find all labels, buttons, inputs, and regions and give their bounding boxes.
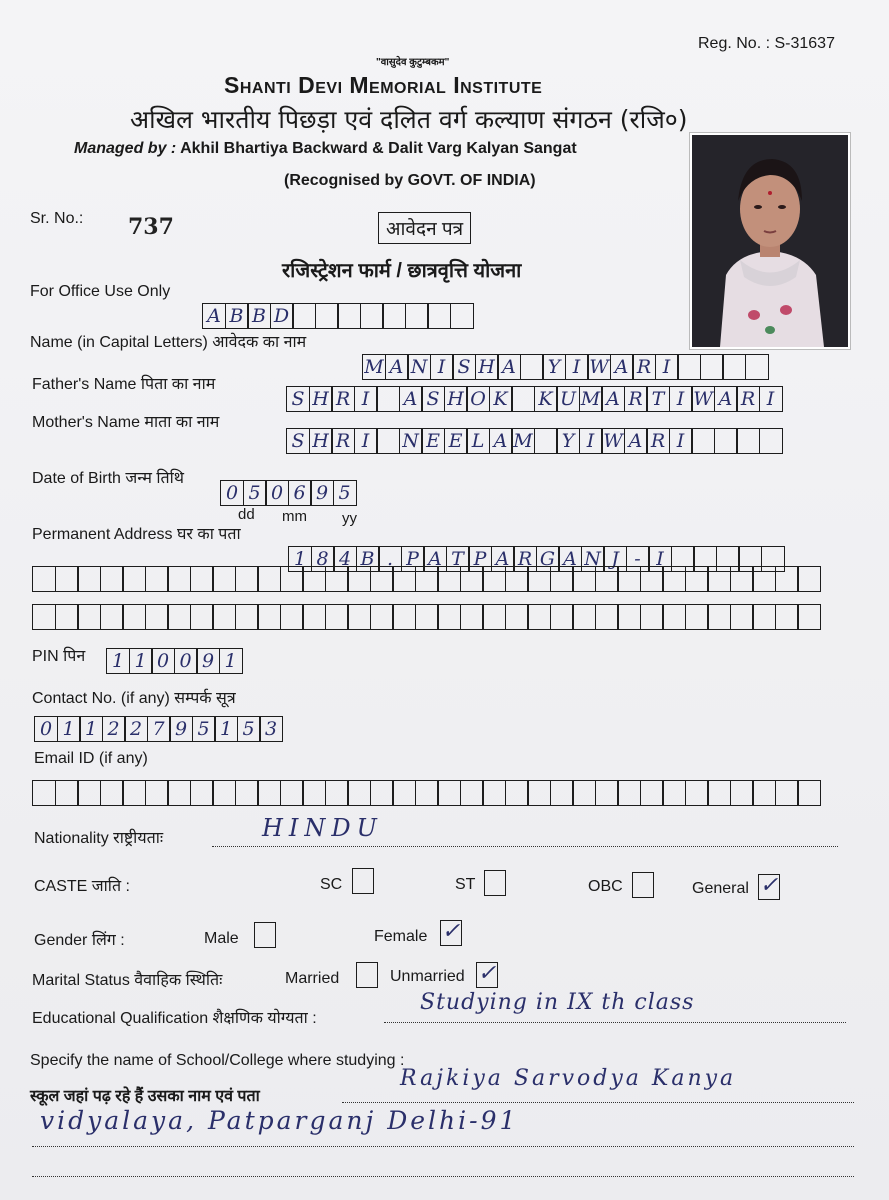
motto: "वासुदेव कुटुम्बकम" <box>376 57 450 68</box>
form-cell[interactable] <box>280 780 304 806</box>
managed-by-label: Managed by : <box>74 140 177 157</box>
form-cell[interactable] <box>257 780 281 806</box>
form-cell[interactable]: - <box>626 546 650 572</box>
form-cell[interactable] <box>707 566 731 592</box>
form-cell[interactable] <box>376 428 400 454</box>
form-cell[interactable] <box>292 303 316 329</box>
education-value: Studying in IX th class <box>420 990 695 1015</box>
form-cell[interactable]: S <box>452 354 476 380</box>
form-cell[interactable]: 0 <box>220 480 244 506</box>
form-cell[interactable]: J <box>603 546 627 572</box>
mother-name-label: Mother's Name माता का नाम <box>32 414 220 431</box>
form-cell[interactable]: H <box>309 386 333 412</box>
nationality-label: Nationality राष्ट्रीयताः <box>34 830 164 847</box>
form-cell[interactable]: A <box>489 428 513 454</box>
form-cell[interactable] <box>370 566 394 592</box>
form-cell[interactable] <box>32 566 56 592</box>
form-cell[interactable] <box>550 604 574 630</box>
form-cell[interactable] <box>450 303 474 329</box>
form-cell[interactable] <box>382 303 406 329</box>
marital-married-checkbox[interactable] <box>356 962 378 988</box>
org-hindi-name: अखिल भारतीय पिछड़ा एवं दलित वर्ग कल्याण संगठन (रजि०) <box>130 105 688 134</box>
form-cell[interactable]: 9 <box>196 648 220 674</box>
form-cell[interactable] <box>55 566 79 592</box>
form-cell[interactable] <box>662 604 686 630</box>
pin-label: PIN पिन <box>32 648 86 665</box>
form-cell[interactable]: R <box>624 386 648 412</box>
form-cell[interactable]: H <box>309 428 333 454</box>
form-cell[interactable]: U <box>556 386 580 412</box>
address-boxes-line3 <box>32 604 821 630</box>
dob-boxes <box>220 480 357 506</box>
form-cell[interactable] <box>640 604 664 630</box>
caste-general-checkbox[interactable]: ✓ <box>758 874 780 900</box>
form-cell[interactable] <box>167 780 191 806</box>
form-cell[interactable] <box>617 566 641 592</box>
form-cell[interactable] <box>302 780 326 806</box>
form-cell[interactable]: R <box>331 428 355 454</box>
form-cell[interactable] <box>145 566 169 592</box>
form-cell[interactable] <box>257 566 281 592</box>
form-cell[interactable]: 8 <box>311 546 335 572</box>
form-cell[interactable] <box>190 780 214 806</box>
form-cell[interactable] <box>122 604 146 630</box>
form-cell[interactable]: I <box>430 354 454 380</box>
form-cell[interactable] <box>32 604 56 630</box>
form-cell[interactable]: I <box>759 386 783 412</box>
form-cell[interactable] <box>707 604 731 630</box>
school-label: Specify the name of School/College where studying : <box>30 1052 405 1069</box>
form-cell[interactable]: N <box>407 354 431 380</box>
form-cell[interactable]: 1 <box>288 546 312 572</box>
email-boxes <box>32 780 821 806</box>
form-cell[interactable]: A <box>624 428 648 454</box>
form-cell[interactable]: G <box>536 546 560 572</box>
form-cell[interactable]: 9 <box>310 480 334 506</box>
form-cell[interactable]: I <box>565 354 589 380</box>
form-cell[interactable] <box>505 604 529 630</box>
form-cell[interactable] <box>527 604 551 630</box>
form-cell[interactable] <box>100 566 124 592</box>
form-cell[interactable] <box>572 566 596 592</box>
applicant-photo <box>690 133 850 349</box>
contact-boxes <box>34 716 283 742</box>
form-cell[interactable] <box>775 566 799 592</box>
form-cell[interactable] <box>550 780 574 806</box>
form-cell[interactable] <box>212 566 236 592</box>
form-cell[interactable] <box>347 780 371 806</box>
form-cell[interactable]: B <box>247 303 271 329</box>
form-cell[interactable] <box>235 780 259 806</box>
form-cell[interactable] <box>415 566 439 592</box>
form-cell[interactable]: 3 <box>259 716 283 742</box>
form-cell[interactable] <box>347 604 371 630</box>
form-cell[interactable]: 5 <box>333 480 357 506</box>
form-cell[interactable] <box>190 566 214 592</box>
form-cell[interactable]: R <box>632 354 656 380</box>
form-cell[interactable] <box>437 604 461 630</box>
form-cell[interactable] <box>685 604 709 630</box>
form-cell[interactable]: I <box>579 428 603 454</box>
managed-by <box>74 140 577 158</box>
registration-title: रजिस्ट्रेशन फार्म / छात्रवृत्ति योजना <box>282 260 522 282</box>
form-cell[interactable] <box>775 780 799 806</box>
form-cell[interactable] <box>677 354 701 380</box>
form-cell[interactable]: O <box>466 386 490 412</box>
form-cell[interactable] <box>797 566 821 592</box>
education-label: Educational Qualification शैक्षणिक योग्यता : <box>32 1010 317 1027</box>
form-cell[interactable]: 4 <box>333 546 357 572</box>
form-cell[interactable]: D <box>270 303 294 329</box>
form-cell[interactable] <box>77 566 101 592</box>
form-cell[interactable]: 0 <box>265 480 289 506</box>
form-cell[interactable] <box>392 780 416 806</box>
office-use-boxes <box>202 303 474 329</box>
school-line-2 <box>32 1146 854 1147</box>
form-cell[interactable] <box>527 566 551 592</box>
form-cell[interactable]: 1 <box>57 716 81 742</box>
form-cell[interactable]: I <box>354 428 378 454</box>
form-cell[interactable]: 5 <box>243 480 267 506</box>
form-cell[interactable] <box>427 303 451 329</box>
form-cell[interactable] <box>347 566 371 592</box>
form-cell[interactable]: A <box>610 354 634 380</box>
form-cell[interactable]: L <box>466 428 490 454</box>
form-cell[interactable]: R <box>331 386 355 412</box>
pin-boxes <box>106 648 243 674</box>
form-cell[interactable]: I <box>669 386 693 412</box>
form-cell[interactable] <box>707 780 731 806</box>
name-label: Name (in Capital Letters) आवेदक का नाम <box>30 334 307 351</box>
name-boxes <box>362 354 769 380</box>
form-cell[interactable]: 0 <box>34 716 58 742</box>
form-cell[interactable] <box>77 780 101 806</box>
form-cell[interactable] <box>55 780 79 806</box>
form-cell[interactable]: P <box>468 546 492 572</box>
form-cell[interactable]: 1 <box>106 648 130 674</box>
form-cell[interactable] <box>572 780 596 806</box>
form-cell[interactable] <box>662 780 686 806</box>
form-cell[interactable]: I <box>354 386 378 412</box>
form-cell[interactable] <box>460 604 484 630</box>
form-cell[interactable] <box>722 354 746 380</box>
form-cell[interactable] <box>460 566 484 592</box>
form-cell[interactable] <box>360 303 384 329</box>
form-cell[interactable] <box>415 604 439 630</box>
form-cell[interactable] <box>714 428 738 454</box>
form-cell[interactable]: 0 <box>174 648 198 674</box>
form-cell[interactable] <box>376 386 400 412</box>
form-cell[interactable]: E <box>444 428 468 454</box>
institute-name: Shanti Devi Memorial Institute <box>224 72 543 98</box>
education-line <box>384 1022 846 1023</box>
caste-label: CASTE जाति : <box>34 878 130 895</box>
school-hindi-label: स्कूल जहां पढ़ रहे हैं उसका नाम एवं पता <box>30 1088 260 1105</box>
form-cell[interactable] <box>730 566 754 592</box>
form-cell[interactable] <box>775 604 799 630</box>
marital-unmarried-checkbox[interactable]: ✓ <box>476 962 498 988</box>
form-cell[interactable] <box>235 604 259 630</box>
form-cell[interactable] <box>752 604 776 630</box>
school-line-1 <box>342 1102 854 1103</box>
form-cell[interactable]: 1 <box>214 716 238 742</box>
form-cell[interactable]: T <box>446 546 470 572</box>
form-cell[interactable]: A <box>601 386 625 412</box>
form-cell[interactable]: 6 <box>288 480 312 506</box>
caste-obc-checkbox[interactable] <box>632 872 654 898</box>
form-cell[interactable]: R <box>646 428 670 454</box>
form-cell[interactable]: I <box>669 428 693 454</box>
form-cell[interactable] <box>511 386 535 412</box>
form-cell[interactable] <box>595 780 619 806</box>
recognised-note: (Recognised by GOVT. OF INDIA) <box>284 172 536 189</box>
father-name-label: Father's Name पिता का नाम <box>32 376 216 393</box>
form-cell[interactable] <box>527 780 551 806</box>
mother-name-boxes <box>286 428 783 454</box>
form-cell[interactable]: E <box>421 428 445 454</box>
marital-label: Marital Status वैवाहिक स्थितिः <box>32 972 223 989</box>
caste-obc-label: OBC <box>588 878 623 895</box>
form-cell[interactable]: A <box>385 354 409 380</box>
form-cell[interactable] <box>745 354 769 380</box>
caste-st-label: ST <box>455 876 476 893</box>
school-line-3 <box>32 1176 854 1177</box>
form-cell[interactable] <box>640 566 664 592</box>
form-cell[interactable] <box>752 780 776 806</box>
form-cell[interactable]: K <box>534 386 558 412</box>
form-cell[interactable] <box>505 780 529 806</box>
form-cell[interactable]: R <box>513 546 537 572</box>
form-cell[interactable] <box>797 604 821 630</box>
form-cell[interactable]: B <box>225 303 249 329</box>
form-cell[interactable] <box>736 428 760 454</box>
form-cell[interactable] <box>302 604 326 630</box>
form-cell[interactable] <box>212 604 236 630</box>
managed-by-value: Akhil Bhartiya Backward & Dalit Varg Kalyan Sangat <box>180 140 577 157</box>
form-cell[interactable] <box>77 604 101 630</box>
form-cell[interactable]: A <box>558 546 582 572</box>
form-cell[interactable]: 1 <box>219 648 243 674</box>
form-cell[interactable] <box>617 780 641 806</box>
form-cell[interactable] <box>100 604 124 630</box>
caste-general-label: General <box>692 880 749 897</box>
form-cell[interactable] <box>145 780 169 806</box>
father-name-boxes <box>286 386 783 412</box>
gender-male-checkbox[interactable] <box>254 922 276 948</box>
form-cell[interactable]: 2 <box>102 716 126 742</box>
form-cell[interactable]: A <box>497 354 521 380</box>
marital-married-label: Married <box>285 970 340 987</box>
form-cell[interactable] <box>32 780 56 806</box>
form-cell[interactable] <box>691 428 715 454</box>
form-cell[interactable]: 2 <box>124 716 148 742</box>
form-cell[interactable] <box>325 604 349 630</box>
form-cell[interactable] <box>257 604 281 630</box>
form-cell[interactable]: H <box>444 386 468 412</box>
gender-female-label: Female <box>374 928 428 945</box>
form-cell[interactable] <box>797 780 821 806</box>
form-cell[interactable] <box>759 428 783 454</box>
form-cell[interactable] <box>437 780 461 806</box>
form-cell[interactable] <box>415 780 439 806</box>
form-cell[interactable] <box>572 604 596 630</box>
form-cell[interactable] <box>122 780 146 806</box>
form-cell[interactable]: N <box>581 546 605 572</box>
application-title: आवेदन पत्र <box>378 212 471 244</box>
form-cell[interactable]: 5 <box>192 716 216 742</box>
form-cell[interactable] <box>520 354 544 380</box>
form-cell[interactable] <box>122 566 146 592</box>
form-cell[interactable]: M <box>511 428 535 454</box>
form-cell[interactable]: S <box>421 386 445 412</box>
form-cell[interactable] <box>337 303 361 329</box>
form-cell[interactable]: W <box>691 386 715 412</box>
form-cell[interactable] <box>595 604 619 630</box>
dob-dd-hint: dd <box>238 506 255 523</box>
form-cell[interactable] <box>550 566 574 592</box>
form-cell[interactable] <box>392 604 416 630</box>
form-cell[interactable]: 5 <box>237 716 261 742</box>
form-cell[interactable]: S <box>286 386 310 412</box>
dob-label: Date of Birth जन्म तिथि <box>32 470 184 487</box>
form-cell[interactable] <box>55 604 79 630</box>
nationality-value: HINDU <box>262 814 383 842</box>
form-cell[interactable] <box>662 566 686 592</box>
form-cell[interactable]: A <box>491 546 515 572</box>
form-cell[interactable]: I <box>655 354 679 380</box>
form-cell[interactable] <box>392 566 416 592</box>
form-cell[interactable]: M <box>362 354 386 380</box>
form-cell[interactable]: W <box>601 428 625 454</box>
form-cell[interactable] <box>752 566 776 592</box>
form-cell[interactable]: A <box>714 386 738 412</box>
form-cell[interactable] <box>280 566 304 592</box>
form-cell[interactable]: B <box>356 546 380 572</box>
form-cell[interactable]: 7 <box>147 716 171 742</box>
form-cell[interactable] <box>685 780 709 806</box>
form-cell[interactable] <box>145 604 169 630</box>
form-cell[interactable]: . <box>378 546 402 572</box>
form-cell[interactable] <box>315 303 339 329</box>
caste-st-checkbox[interactable] <box>484 870 506 896</box>
form-cell[interactable]: Y <box>556 428 580 454</box>
form-cell[interactable] <box>325 566 349 592</box>
form-cell[interactable] <box>617 604 641 630</box>
form-cell[interactable] <box>302 566 326 592</box>
form-cell[interactable]: N <box>399 428 423 454</box>
gender-male-label: Male <box>204 930 239 947</box>
form-cell[interactable] <box>325 780 349 806</box>
form-cell[interactable]: M <box>579 386 603 412</box>
form-cell[interactable]: 0 <box>151 648 175 674</box>
form-cell[interactable] <box>482 604 506 630</box>
form-cell[interactable]: A <box>202 303 226 329</box>
address-label: Permanent Address घर का पता <box>32 526 241 543</box>
form-cell[interactable] <box>370 780 394 806</box>
form-cell[interactable] <box>437 566 461 592</box>
gender-female-checkbox[interactable]: ✓ <box>440 920 462 946</box>
form-cell[interactable] <box>482 566 506 592</box>
sr-number-value: 737 <box>128 214 174 240</box>
email-label: Email ID (if any) <box>34 750 148 767</box>
form-cell[interactable] <box>280 604 304 630</box>
form-cell[interactable] <box>235 566 259 592</box>
gender-label: Gender लिंग : <box>34 932 125 949</box>
nationality-line <box>212 846 838 847</box>
form-cell[interactable] <box>482 780 506 806</box>
form-cell[interactable] <box>190 604 214 630</box>
form-cell[interactable]: A <box>399 386 423 412</box>
form-cell[interactable]: R <box>736 386 760 412</box>
form-cell[interactable]: Y <box>542 354 566 380</box>
form-cell[interactable] <box>640 780 664 806</box>
form-cell[interactable] <box>460 780 484 806</box>
form-cell[interactable]: A <box>423 546 447 572</box>
form-cell[interactable]: I <box>648 546 672 572</box>
address-boxes-line2 <box>32 566 821 592</box>
form-cell[interactable] <box>534 428 558 454</box>
form-cell[interactable]: T <box>646 386 670 412</box>
form-cell[interactable]: K <box>489 386 513 412</box>
form-cell[interactable]: W <box>587 354 611 380</box>
form-cell[interactable] <box>730 780 754 806</box>
form-cell[interactable]: 1 <box>129 648 153 674</box>
sr-number-label: Sr. No.: <box>30 210 84 227</box>
form-cell[interactable]: H <box>475 354 499 380</box>
form-cell[interactable]: 1 <box>79 716 103 742</box>
caste-sc-label: SC <box>320 876 343 893</box>
school-value-line1: Rajkiya Sarvodya Kanya <box>400 1066 737 1091</box>
office-use-label: For Office Use Only <box>30 283 171 300</box>
form-cell[interactable]: S <box>286 428 310 454</box>
form-cell[interactable] <box>167 604 191 630</box>
caste-sc-checkbox[interactable] <box>352 868 374 894</box>
form-cell[interactable]: 9 <box>169 716 193 742</box>
form-cell[interactable] <box>370 604 394 630</box>
form-cell[interactable] <box>100 780 124 806</box>
dob-yy-hint: yy <box>342 510 357 527</box>
dob-mm-hint: mm <box>282 508 307 525</box>
form-cell[interactable] <box>212 780 236 806</box>
contact-label: Contact No. (if any) सम्पर्क सूत्र <box>32 690 236 707</box>
form-cell[interactable]: P <box>401 546 425 572</box>
form-cell[interactable] <box>505 566 529 592</box>
form-cell[interactable] <box>595 566 619 592</box>
reg-number: Reg. No. : S-31637 <box>698 35 835 52</box>
form-cell[interactable] <box>700 354 724 380</box>
form-cell[interactable] <box>405 303 429 329</box>
form-cell[interactable] <box>167 566 191 592</box>
form-cell[interactable] <box>685 566 709 592</box>
form-cell[interactable] <box>730 604 754 630</box>
marital-unmarried-label: Unmarried <box>390 968 465 985</box>
school-value-line2: vidyalaya, Patparganj Delhi-91 <box>40 1106 519 1135</box>
